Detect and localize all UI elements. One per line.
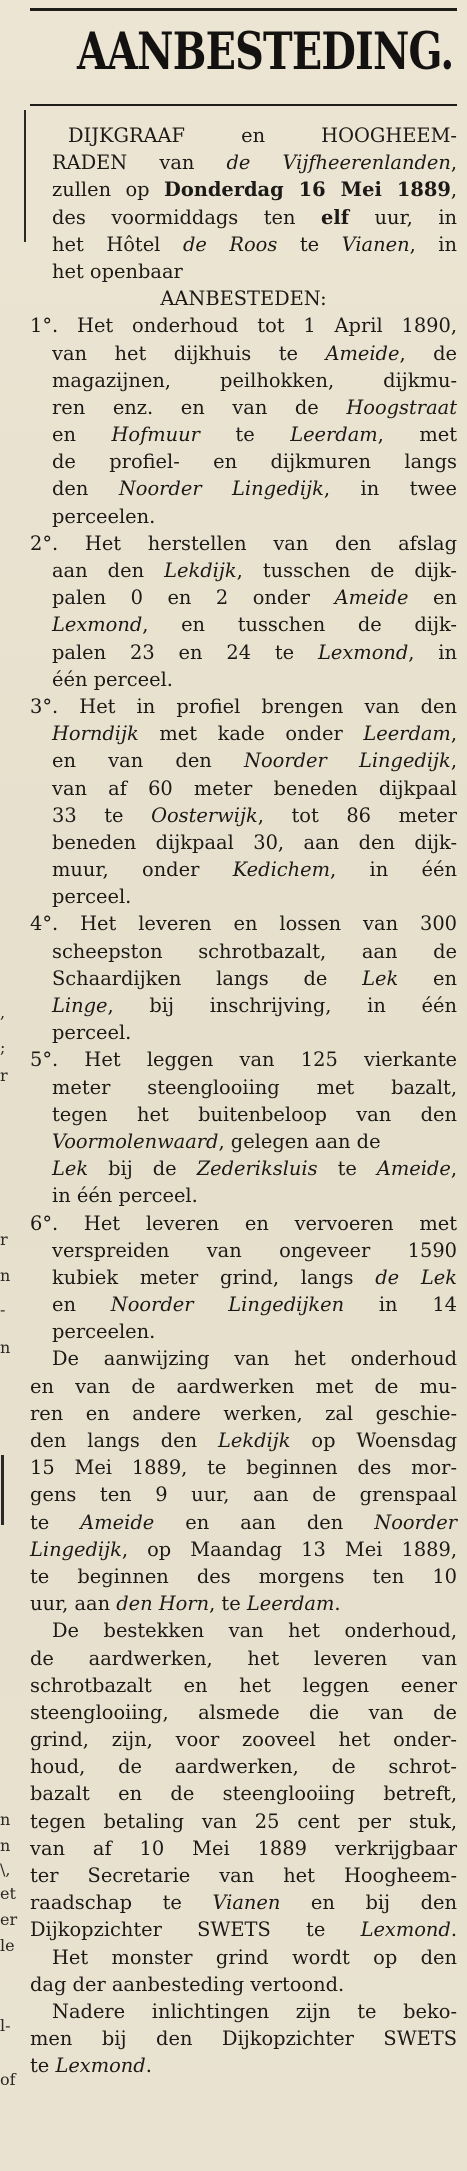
text-line: palen 23 en 24 te Lexmond, in	[52, 640, 457, 664]
text-line: 2°. Het herstellen van den afslag	[30, 531, 457, 555]
text-line: kubiek meter grind, langs de Lek	[52, 1265, 458, 1289]
text-line: en van den Noorder Lingedijk,	[52, 749, 457, 773]
text-line: ter Secretarie van het Hoogheem-	[30, 1864, 457, 1887]
text-line: houd, de aardwerken, de schrot-	[30, 1755, 457, 1779]
text-line: perceel.	[52, 885, 132, 909]
gutter-fragment: n	[0, 1810, 11, 1829]
text-line: meter steenglooiing met bazalt,	[52, 1075, 457, 1099]
text-line: en van de aardwerken met de mu-	[30, 1374, 457, 1398]
text-line: muur, onder Kedichem, in één	[52, 858, 457, 882]
text-line: perceel.	[52, 1021, 132, 1045]
text-line: Voormolenwaard, gelegen aan de	[52, 1129, 381, 1153]
text-line: ren en andere werken, zal geschie-	[30, 1401, 457, 1425]
text-line: te Ameide en aan den Noorder	[30, 1510, 457, 1534]
text-line: gens ten 9 uur, aan de grenspaal	[30, 1483, 457, 1507]
text-line: De aanwijzing van het onderhoud	[52, 1347, 457, 1371]
text-line: men bij den Dijkopzichter SWETS	[30, 2027, 457, 2051]
text-line: perceelen.	[52, 504, 156, 528]
gutter-fragment: ;	[0, 1038, 6, 1057]
text-line: te beginnen des morgens ten 10	[30, 1564, 457, 1588]
text-line: tegen het buitenbeloop van den	[52, 1102, 457, 1126]
text-line: Schaardijken langs de Lek en	[52, 966, 457, 990]
text-line: aan den Lekdijk, tusschen de dijk-	[52, 559, 457, 582]
text-line: schrotbazalt en het leggen eener	[30, 1673, 457, 1697]
text-line: DIJKGRAAF en HOOGHEEM-	[68, 124, 457, 147]
text-line: raadschap te Vianen en bij den	[30, 1891, 457, 1915]
text-line: Dijkopzichter SWETS te Lexmond.	[30, 1918, 457, 1942]
column-rule-mark	[1, 1455, 4, 1525]
text-line: 3°. Het in profiel brengen van den	[30, 694, 457, 718]
text-line: Nadere inlichtingen zijn te beko-	[52, 1999, 457, 2023]
text-line: perceelen.	[52, 1320, 156, 1344]
text-line: Het monster grind wordt op den	[52, 1945, 457, 1969]
text-line: bazalt en de steenglooiing betreft,	[30, 1782, 457, 1806]
text-line: tegen betaling van 25 cent per stuk,	[30, 1809, 457, 1833]
text-line: Horndijk met kade onder Leerdam,	[52, 722, 457, 746]
top-rule	[30, 8, 457, 11]
text-line: en Hofmuur te Leerdam, met	[52, 423, 457, 447]
gutter-fragment: -	[0, 1300, 6, 1319]
text-line: magazijnen, peilhokken, dijkmu-	[52, 368, 457, 392]
column-rule-upper	[24, 110, 26, 242]
text-line: het openbaar	[52, 259, 183, 283]
text-line: den Noorder Lingedijk, in twee	[52, 477, 457, 501]
text-line: 4°. Het leveren en lossen van 300	[30, 912, 457, 936]
gutter-fragment: er	[0, 1910, 18, 1929]
text-line: Lingedijk, op Maandag 13 Mei 1889,	[30, 1537, 457, 1561]
text-line: te Lexmond.	[30, 2054, 152, 2078]
text-line: Linge, bij inschrijving, in één	[52, 994, 457, 1017]
text-line: des voormiddags ten elf uur, in	[52, 205, 458, 229]
text-line: scheepston schrotbazalt, aan de	[52, 939, 457, 963]
gutter-fragment: ,	[0, 1003, 6, 1022]
text-line: één perceel.	[52, 667, 173, 691]
text-line: uur, aan den Horn, te Leerdam.	[30, 1592, 341, 1616]
gutter-fragment: n	[0, 1338, 11, 1357]
text-line: verspreiden van ongeveer 1590	[52, 1238, 457, 1262]
text-line: zullen op Donderdag 16 Mei 1889,	[52, 178, 457, 202]
text-line: RADEN van de Vijfheerenlanden,	[52, 151, 457, 175]
text-line: 33 te Oosterwijk, tot 86 meter	[52, 803, 457, 827]
gutter-fragment: of	[0, 2070, 16, 2089]
gutter-fragment: \,	[0, 1860, 11, 1879]
text-line: 15 Mei 1889, te beginnen des mor-	[30, 1456, 457, 1480]
text-line: in één perceel.	[52, 1184, 198, 1208]
adjacent-column-fragments	[0, 0, 18, 2171]
text-line: den langs den Lekdijk op Woensdag	[30, 1429, 457, 1452]
text-line: beneden dijkpaal 30, aan den dijk-	[52, 830, 457, 854]
text-line: steenglooiing, alsmede die van de	[30, 1700, 457, 1724]
text-line: Lek bij de Zederiksluis te Ameide,	[52, 1157, 457, 1181]
text-line: en Noorder Lingedijken in 14	[52, 1293, 457, 1317]
text-line: 1°. Het onderhoud tot 1 April 1890,	[30, 314, 457, 338]
text-line: De bestekken van het onderhoud,	[52, 1619, 457, 1643]
text-line: de profiel- en dijkmuren langs	[52, 450, 457, 474]
text-line: de aardwerken, het leveren van	[30, 1646, 457, 1670]
text-line: AANBESTEDEN:	[160, 287, 327, 311]
advertisement-body	[30, 122, 457, 2080]
text-line: ren enz. en van de Hoogstraat	[52, 395, 457, 419]
text-line: Lexmond, en tusschen de dijk-	[52, 613, 457, 637]
gutter-fragment: l-	[0, 2016, 11, 2035]
gutter-fragment: n	[0, 1266, 11, 1285]
text-line: het Hôtel de Roos te Vianen, in	[52, 232, 457, 256]
gutter-fragment: n	[0, 1836, 11, 1855]
text-line: 6°. Het leveren en vervoeren met	[30, 1211, 457, 1235]
gutter-fragment: le	[0, 1936, 15, 1955]
gutter-fragment: r	[0, 1230, 8, 1249]
text-line: palen 0 en 2 onder Ameide en	[52, 586, 457, 610]
title-rule	[30, 104, 457, 106]
text-line: van af 10 Mei 1889 verkrijgbaar	[30, 1836, 457, 1860]
text-line: grind, zijn, voor zooveel het onder-	[30, 1728, 457, 1752]
text-line: dag der aanbesteding vertoond.	[30, 1972, 345, 1996]
text-line: van het dijkhuis te Ameide, de	[52, 341, 457, 365]
text-line: van af 60 meter beneden dijkpaal	[52, 776, 457, 800]
gutter-fragment: r	[0, 1066, 8, 1085]
advertisement-title: AANBESTEDING.	[76, 22, 454, 82]
text-line: 5°. Het leggen van 125 vierkante	[30, 1048, 457, 1072]
gutter-fragment: et	[0, 1884, 16, 1903]
